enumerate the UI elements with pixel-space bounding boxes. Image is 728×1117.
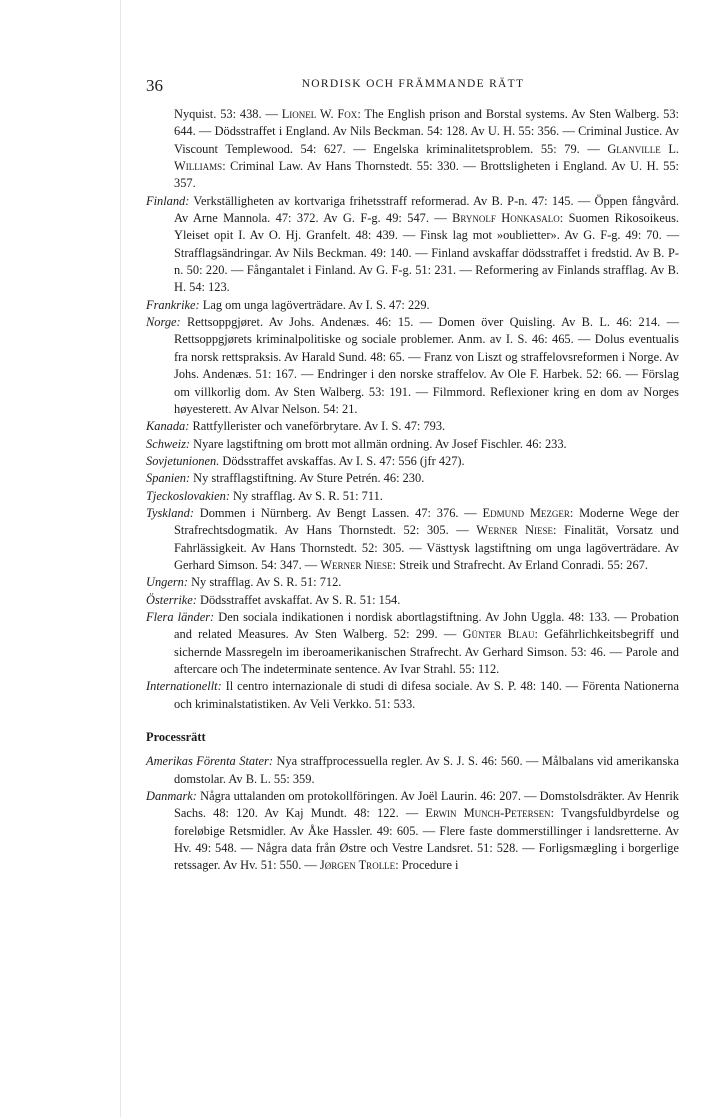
entry-kanada: Kanada: Rattfyllerister och vaneförbrytare. Av I. S. 47: 793. [146, 419, 446, 434]
entry-finland: Finland: Verkställigheten av kortvariga frihetsstraff reformerad. Av B. P-n. 47: 145. — Öppen fångvård. Av Arne Mannola. 47: 372. Av G. F-g. 49: 547. — Brynolf Honkasalo: Suomen Rikosoikeus. Yleiset opit I. Av O. Hj. Granfelt. 48: 439. — Finsk lag mot »oublietter». Av G. F-g. 49: 70. — Strafflagsändringar. Av Nils Beckman. 49: 140. — Finland avskaffar dödsstraffet i fredstid. Av B. P-n. 50: 220. — Fångantalet i Finland. Av G. F-g. 51: 231. — Reformering av Finlands strafflag. Av B. H. 54: 123. [146, 193, 679, 295]
country-label: Frankrike: [146, 297, 200, 312]
entry-amerikas-forenta-stater: Amerikas Förenta Stater: Nya straffprocessuella regler. Av S. J. S. 46: 560. — Målbalans vid amerikanska domstolar. Av B. L. 55: 359. [146, 754, 679, 786]
country-label: Sovjetunionen. [146, 453, 220, 468]
country-label: Danmark: [146, 789, 197, 804]
author-name: Jørgen Trolle [319, 858, 396, 873]
entry-spanien: Spanien: Ny strafflagstiftning. Av Sture Petrén. 46: 230. [146, 471, 425, 486]
country-label: Ungern: [146, 575, 188, 590]
entry-internationellt: Internationellt: Il centro internazionale di studi di difesa sociale. Av S. P. 48: 140. — Förenta Nationerna och kriminalstatistiken. Av Veli Verkko. 51: 533. [146, 679, 679, 711]
country-label: Spanien: [146, 471, 191, 486]
entry-frankrike: Frankrike: Lag om unga lagöverträdare. Av I. S. 47: 229. [146, 297, 430, 312]
entry-norge: Norge: Rettsoppgjøret. Av Johs. Andenæs. 46: 15. — Domen över Quisling. Av B. L. 46: 214. — Rettsoppgjørets kriminalpolitiske og sociale problemer. Anm. av I. S. 46: 465. — Dolus eventualis fra norsk rettspraksis. Av Harald Sund. 48: 65. — Franz von Liszt og straffelovsreformen i Norge. Av Johs. Andenæs. 51: 167. — Endringer i den norske straffelov. Av Ole F. Harbek. 52: 66. — Förslag om villkorlig dom. Av Sten Walberg. 53: 191. — Filmmord. Reflexioner kring en dom av Norges høyesterett. Av Alvar Nelson. 54: 21. [146, 315, 679, 416]
country-label: Finland: [146, 193, 190, 208]
author-name: Lionel W. Fox [281, 107, 358, 121]
page-number: 36 [146, 76, 163, 95]
section-heading-processratt: Processrätt [146, 730, 206, 745]
entry-danmark: Danmark: Några uttalanden om protokollföringen. Av Joël Laurin. 46: 207. — Domstolsdräkter. Av Henrik Sachs. 48: 120. Av Kaj Mundt. 48: 122. — Erwin Munch-Petersen: Tvangsfuldbyrdelse og foreløbige Retsmidler. Av Åke Hassler. 49: 605. — Flere faste dommerstillinger i landsretterne. Av Hv. 49: 548. — Några data från Østre och Vestre Landsret. 51: 528. — Forligsmægling i borgerlige retssager. Av Hv. 51: 550. — Jørgen Trolle: Procedure i [146, 789, 680, 873]
country-label: Tjeckoslovakien: [146, 488, 230, 503]
entry-tjeckoslovakien: Tjeckoslovakien: Ny strafflag. Av S. R. 51: 711. [146, 488, 383, 503]
author-name: Brynolf Honkasalo [452, 211, 560, 226]
entry-england-continued: Nyquist. 53: 438. — Lionel W. Fox: The English prison and Borstal systems. Av Sten Walberg. 53: 644. — Dödsstraffet i England. Av Nils Beckman. 54: 128. Av U. H. 55: 356. — Criminal Justice. Av Viscount Templewood. 54: 627. — Engelska kriminalitetsproblem. 55: 79. — Glanville L. Williams: Criminal Law. Av Hans Thornstedt. 55: 330. — Brottsligheten i England. Av U. H. 55: 357. [174, 107, 679, 191]
country-label: Schweiz: [146, 436, 191, 451]
country-label: Norge: [146, 315, 181, 330]
entry-tyskland: Tyskland: Dommen i Nürnberg. Av Bengt Lassen. 47: 376. — Edmund Mezger: Moderne Wege der Strafrechtsdogmatik. Av Hans Thornstedt. 52: 305. — Werner Niese: Finalität, Vorsatz und Fahrlässigkeit. Av Hans Thornstedt. 52: 305. — Västtysk lagstiftning om unga lagöverträdare. Av Gerhard Simson. 54: 347. — Werner Niese: Streik und Strafrecht. Av Erland Conradi. 55: 267. [146, 505, 679, 572]
author-name: Werner Niese [476, 523, 554, 538]
entry-flera-lander: Flera länder: Den sociala indikationen i nordisk abortlagstiftning. Av John Uggla. 48: 133. — Probation and related Measures. Av Sten Walberg. 52: 299. — Günter Blau: Gefährlichkeitsbegriff und sichernde Massregeln im iberoamerikanischen Strafrecht. Av Gerhard Simson. 53: 46. — Parole and aftercare och The indeterminate sentence. Av Ivar Strahl. 55: 112. [146, 609, 679, 676]
page-edge-shadow [120, 0, 121, 1117]
author-name: Werner Niese [320, 557, 393, 572]
running-head [146, 76, 680, 96]
country-label: Kanada: [146, 419, 190, 434]
entry-ungern: Ungern: Ny strafflag. Av S. R. 51: 712. [146, 575, 342, 590]
author-name: Erwin Munch-Petersen [425, 806, 551, 821]
country-label: Amerikas Förenta Stater: [146, 754, 273, 769]
index-content [146, 106, 679, 875]
journal-title: NORDISK OCH FRÄMMANDE RÄTT [301, 78, 525, 90]
entry-osterrike: Österrike: Dödsstraffet avskaffat. Av S. R. 51: 154. [146, 592, 401, 607]
author-name: Edmund Mezger [482, 505, 570, 520]
country-label: Internationellt: [146, 679, 222, 694]
author-name: Günter Blau [462, 627, 535, 642]
country-label: Tyskland: [146, 505, 194, 520]
entry-schweiz: Schweiz: Nyare lagstiftning om brott mot allmän ordning. Av Josef Fischler. 46: 233. [146, 436, 567, 451]
country-label: Österrike: [146, 592, 197, 607]
country-label: Flera länder: [146, 609, 215, 624]
entry-sovjetunionen: Sovjetunionen. Dödsstraffet avskaffas. Av I. S. 47: 556 (jfr 427). [146, 453, 465, 468]
author-name: Glanville L. Williams [174, 141, 679, 174]
